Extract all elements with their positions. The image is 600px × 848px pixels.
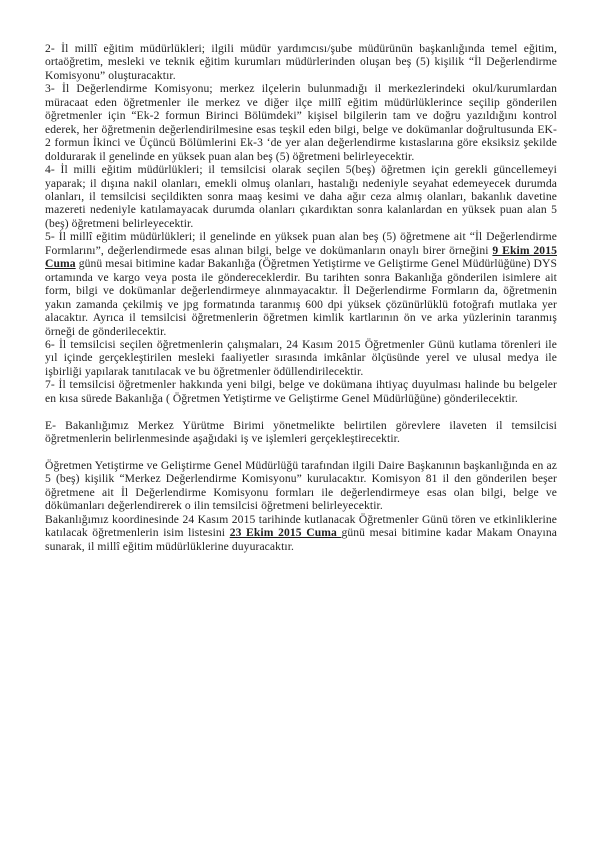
paragraph: [45, 419, 557, 446]
paragraph: [45, 82, 557, 163]
text-segment: E- Bakanlığımız Merkez Yürütme Birimi yönetmelikte belirtilen görevlere ilaveten il temsilcisi öğretmenlerin belirlenmesinde aşağıdaki iş ve işlemleri gerçekleştirecektir.: [45, 418, 557, 446]
paragraph: [45, 42, 557, 82]
text-segment: 5- İl millî eğitim müdürlükleri; il genelinde en yüksek puan alan beş (5) öğretmene ait “İl Değerlendirme Formlarını”, değerlendirmede esas alınan bilgi, belge ve dokümanların onaylı birer örneğini: [45, 230, 557, 257]
document-body: [45, 42, 557, 553]
paragraph: [45, 230, 557, 338]
text-segment: 7- İl temsilcisi öğretmenler hakkında yeni bilgi, belge ve dokümana ihtiyaç duyulması halinde bu belgeler en kısa sürede Bakanlığa ( Öğretmen Yetiştirme ve Geliştirme Genel Müdürlüğüne) gönderilecektir.: [45, 378, 557, 405]
paragraph: [45, 163, 557, 230]
text-segment: günü mesai bitimine kadar Bakanlığa (Öğretmen Yetiştirme ve Geliştirme Genel Müdürlüğüne) DYS ortamında ve kargo veya posta ile göndereceklerdir. Bu tarihten sonra Bakanlığa gönderilen isimlere ait form, bilgi ve dokümanlar değerlendirmeye alınmayacaktır. İl Değerlendirme Formların da, öğretmenin yakın zamanda çekilmiş ve jpg formatında taranmış 600 dpi yüksek çözünürlüklü fotoğrafı mutlaka yer alacaktır. Ayrıca il temsilcisi öğretmenlerin öğretmen kimlik kartlarının ön ve arka yüzlerinin taranmış örneği de gönderilecektir.: [45, 257, 557, 338]
text-segment: günü mesai bitimine kadar Makam Onayına sunarak, il millî eğitim müdürlüklerine duyuracaktır.: [45, 526, 558, 553]
text-segment: 3- İl Değerlendirme Komisyonu; merkez ilçelerin bulunmadığı il merkezlerindeki okul/kurumlardan müracaat eden öğretmenler ile merkez ve diğer ilçe millî eğitim müdürlüklerince seçilip gönderilen öğretmenler için “Ek-2 formun Birinci Bölümdeki” kişisel bilgilerin tam ve doğru yazıldığını kontrol ederek, her öğretmenin değerlendirilmesine esas teşkil eden bilgi, belge ve dokümanlar doğrultusunda EK-2 formun İkinci ve Üçüncü Bölümlerini Ek-3 ‘de yer alan değerlendirme kıstaslarına göre eksiksiz şekilde doldurarak il genelinde en yüksek puan alan beş (5) öğretmeni belirleyecektir.: [45, 82, 557, 163]
text-segment: 6- İl temsilcisi seçilen öğretmenlerin çalışmaları, 24 Kasım 2015 Öğretmenler Günü kutlama törenleri ile yıl içinde gerçekleştirilen mesleki faaliyetler sırasında imkânlar ölçüsünde yerel ve ulusal medya ile işbirliği yapılarak tanıtılacak ve bu öğretmenler ödüllendirilecektir.: [45, 337, 557, 378]
text-segment: Öğretmen Yetiştirme ve Geliştirme Genel Müdürlüğü tarafından ilgili Daire Başkanının başkanlığında en az 5 (beş) kişilik “Merkez Değerlendirme Komisyonu” kurulacaktır. Komisyon 81 il den gönderilen beşer öğretmene ait İl Değerlendirme Komisyonu formları ile değerlendirmeye esas olan bilgi, belge ve dökümanları değerlendirerek o ilin temsilcisi öğretmeni belirleyecektir.: [45, 459, 557, 513]
text-segment: 4- İl milli eğitim müdürlükleri; il temsilcisi olarak seçilen 5(beş) öğretmen için gerekli güncellemeyi yaparak; il dışına nakil olanları, emekli olmuş olanları, hastalığı nedeniyle seyahat edemeyecek durumda olanları, il temsilcisi seçildikten sonra maaş kesimi ve daha ağır ceza almış olanları, bakanlık davetine mazereti nedeniyle katılamayacak durumda olanları çıkardıktan sonra kalanlardan en yüksek puan alan 5 (beş) öğretmeni belirleyecektir.: [45, 163, 557, 230]
paragraph-spacer: [45, 446, 557, 459]
emphasized-date: 23 Ekim 2015 Cuma: [229, 526, 342, 540]
paragraph: [45, 378, 557, 405]
text-segment: Bakanlığımız koordinesinde 24 Kasım 2015 tarihinde kutlanacak Öğretmenler Günü tören ve etkinliklerine katılacak öğretmenlerin isim listesini: [45, 512, 557, 540]
paragraph: [45, 513, 557, 553]
paragraph-spacer: [45, 405, 557, 418]
paragraph: [45, 338, 557, 378]
text-segment: 2- İl millî eğitim müdürlükleri; ilgili müdür yardımcısı/şube müdürünün başkanlığında temel eğitim, ortaöğretim, mesleki ve teknik eğitim kurumları müdürlerinden oluşan beş (5) kişilik “İl Değerlendirme Komisyonu” oluşturacaktır.: [45, 42, 557, 82]
emphasized-date: 9 Ekim 2015 Cuma: [45, 243, 557, 271]
paragraph: [45, 459, 557, 513]
